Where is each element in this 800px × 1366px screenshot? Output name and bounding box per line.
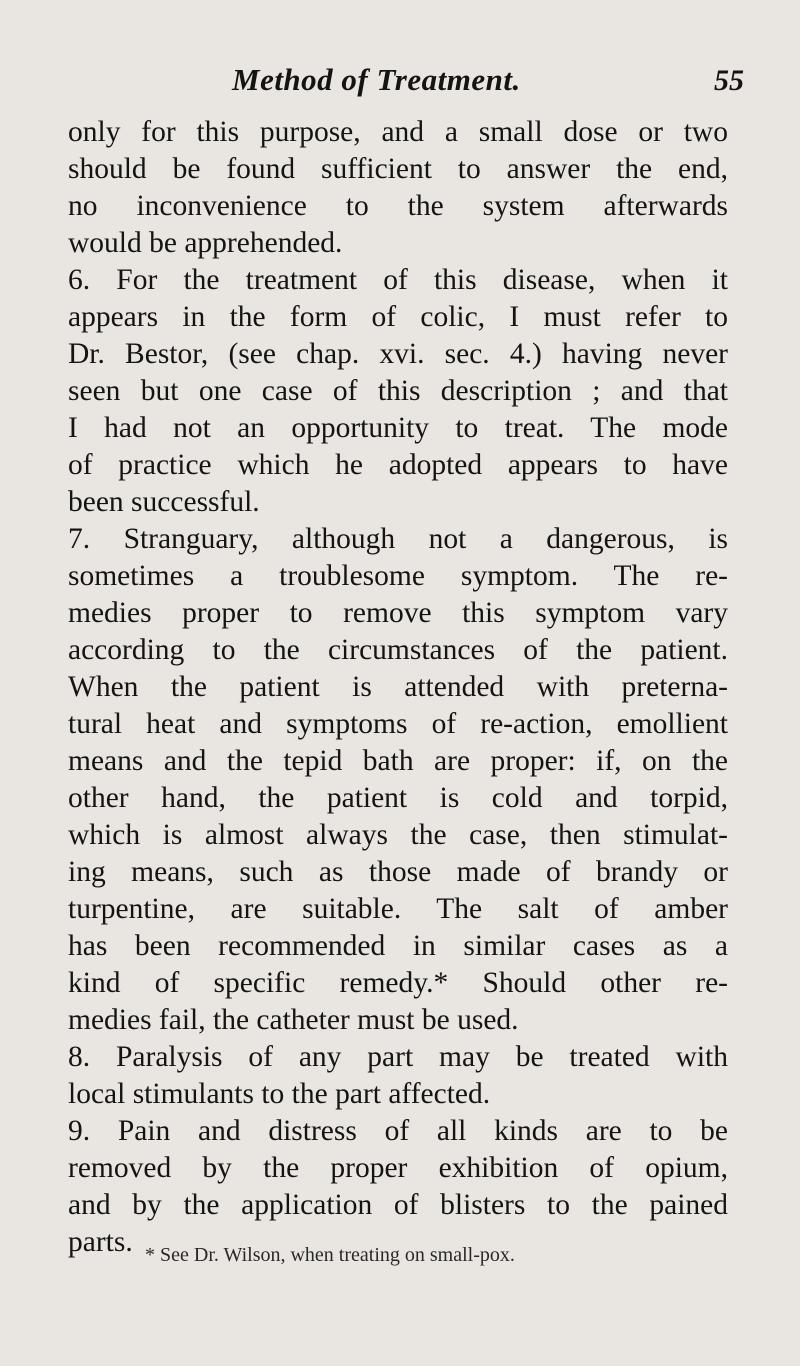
text-line: 7. Stranguary, although not a dangerous, is xyxy=(68,523,728,555)
text-line: 8. Paralysis of any part may be treated with xyxy=(68,1041,728,1073)
text-line: appears in the form of colic, I must refer to xyxy=(68,301,728,333)
text-line: means and the tepid bath are proper: if, on the xyxy=(68,745,728,777)
text-line: which is almost always the case, then stimulat- xyxy=(68,819,728,851)
text-line: other hand, the patient is cold and torpid, xyxy=(68,782,728,814)
text-line: has been recommended in similar cases as a xyxy=(68,930,728,962)
text-line: sometimes a troublesome symptom. The re- xyxy=(68,560,728,592)
body-text xyxy=(68,114,728,1261)
text-line: I had not an opportunity to treat. The mode xyxy=(68,412,728,444)
text-line: only for this purpose, and a small dose or two xyxy=(68,116,728,148)
text-line: of practice which he adopted appears to have xyxy=(68,449,728,481)
text-line: parts. xyxy=(68,1226,133,1258)
text-line: removed by the proper exhibition of opium, xyxy=(68,1152,728,1184)
text-line: When the patient is attended with preterna- xyxy=(68,671,728,703)
text-line: ing means, such as those made of brandy or xyxy=(68,856,728,888)
text-line: tural heat and symptoms of re-action, emollient xyxy=(68,708,728,740)
running-head xyxy=(0,62,800,102)
text-line: turpentine, are suitable. The salt of amber xyxy=(68,893,728,925)
text-line: should be found sufficient to answer the end, xyxy=(68,153,728,185)
running-title: Method of Treatment. xyxy=(232,62,521,97)
text-line: been successful. xyxy=(68,486,260,518)
text-line: according to the circumstances of the patient. xyxy=(68,634,728,666)
text-line: Dr. Bestor, (see chap. xvi. sec. 4.) having never xyxy=(68,338,728,370)
text-line: no inconvenience to the system afterwards xyxy=(68,190,728,222)
footnote: * See Dr. Wilson, when treating on small-pox. xyxy=(145,1244,515,1266)
text-line: and by the application of blisters to the pained xyxy=(68,1189,728,1221)
text-line: medies proper to remove this symptom vary xyxy=(68,597,728,629)
text-line: 9. Pain and distress of all kinds are to be xyxy=(68,1115,728,1147)
text-line: would be apprehended. xyxy=(68,227,343,259)
text-line: medies fail, the catheter must be used. xyxy=(68,1004,519,1036)
text-line: seen but one case of this description ; and that xyxy=(68,375,728,407)
text-line: local stimulants to the part affected. xyxy=(68,1078,491,1110)
page-number: 55 xyxy=(714,64,744,97)
text-line: kind of specific remedy.* Should other re- xyxy=(68,967,728,999)
text-line: 6. For the treatment of this disease, when it xyxy=(68,264,728,296)
